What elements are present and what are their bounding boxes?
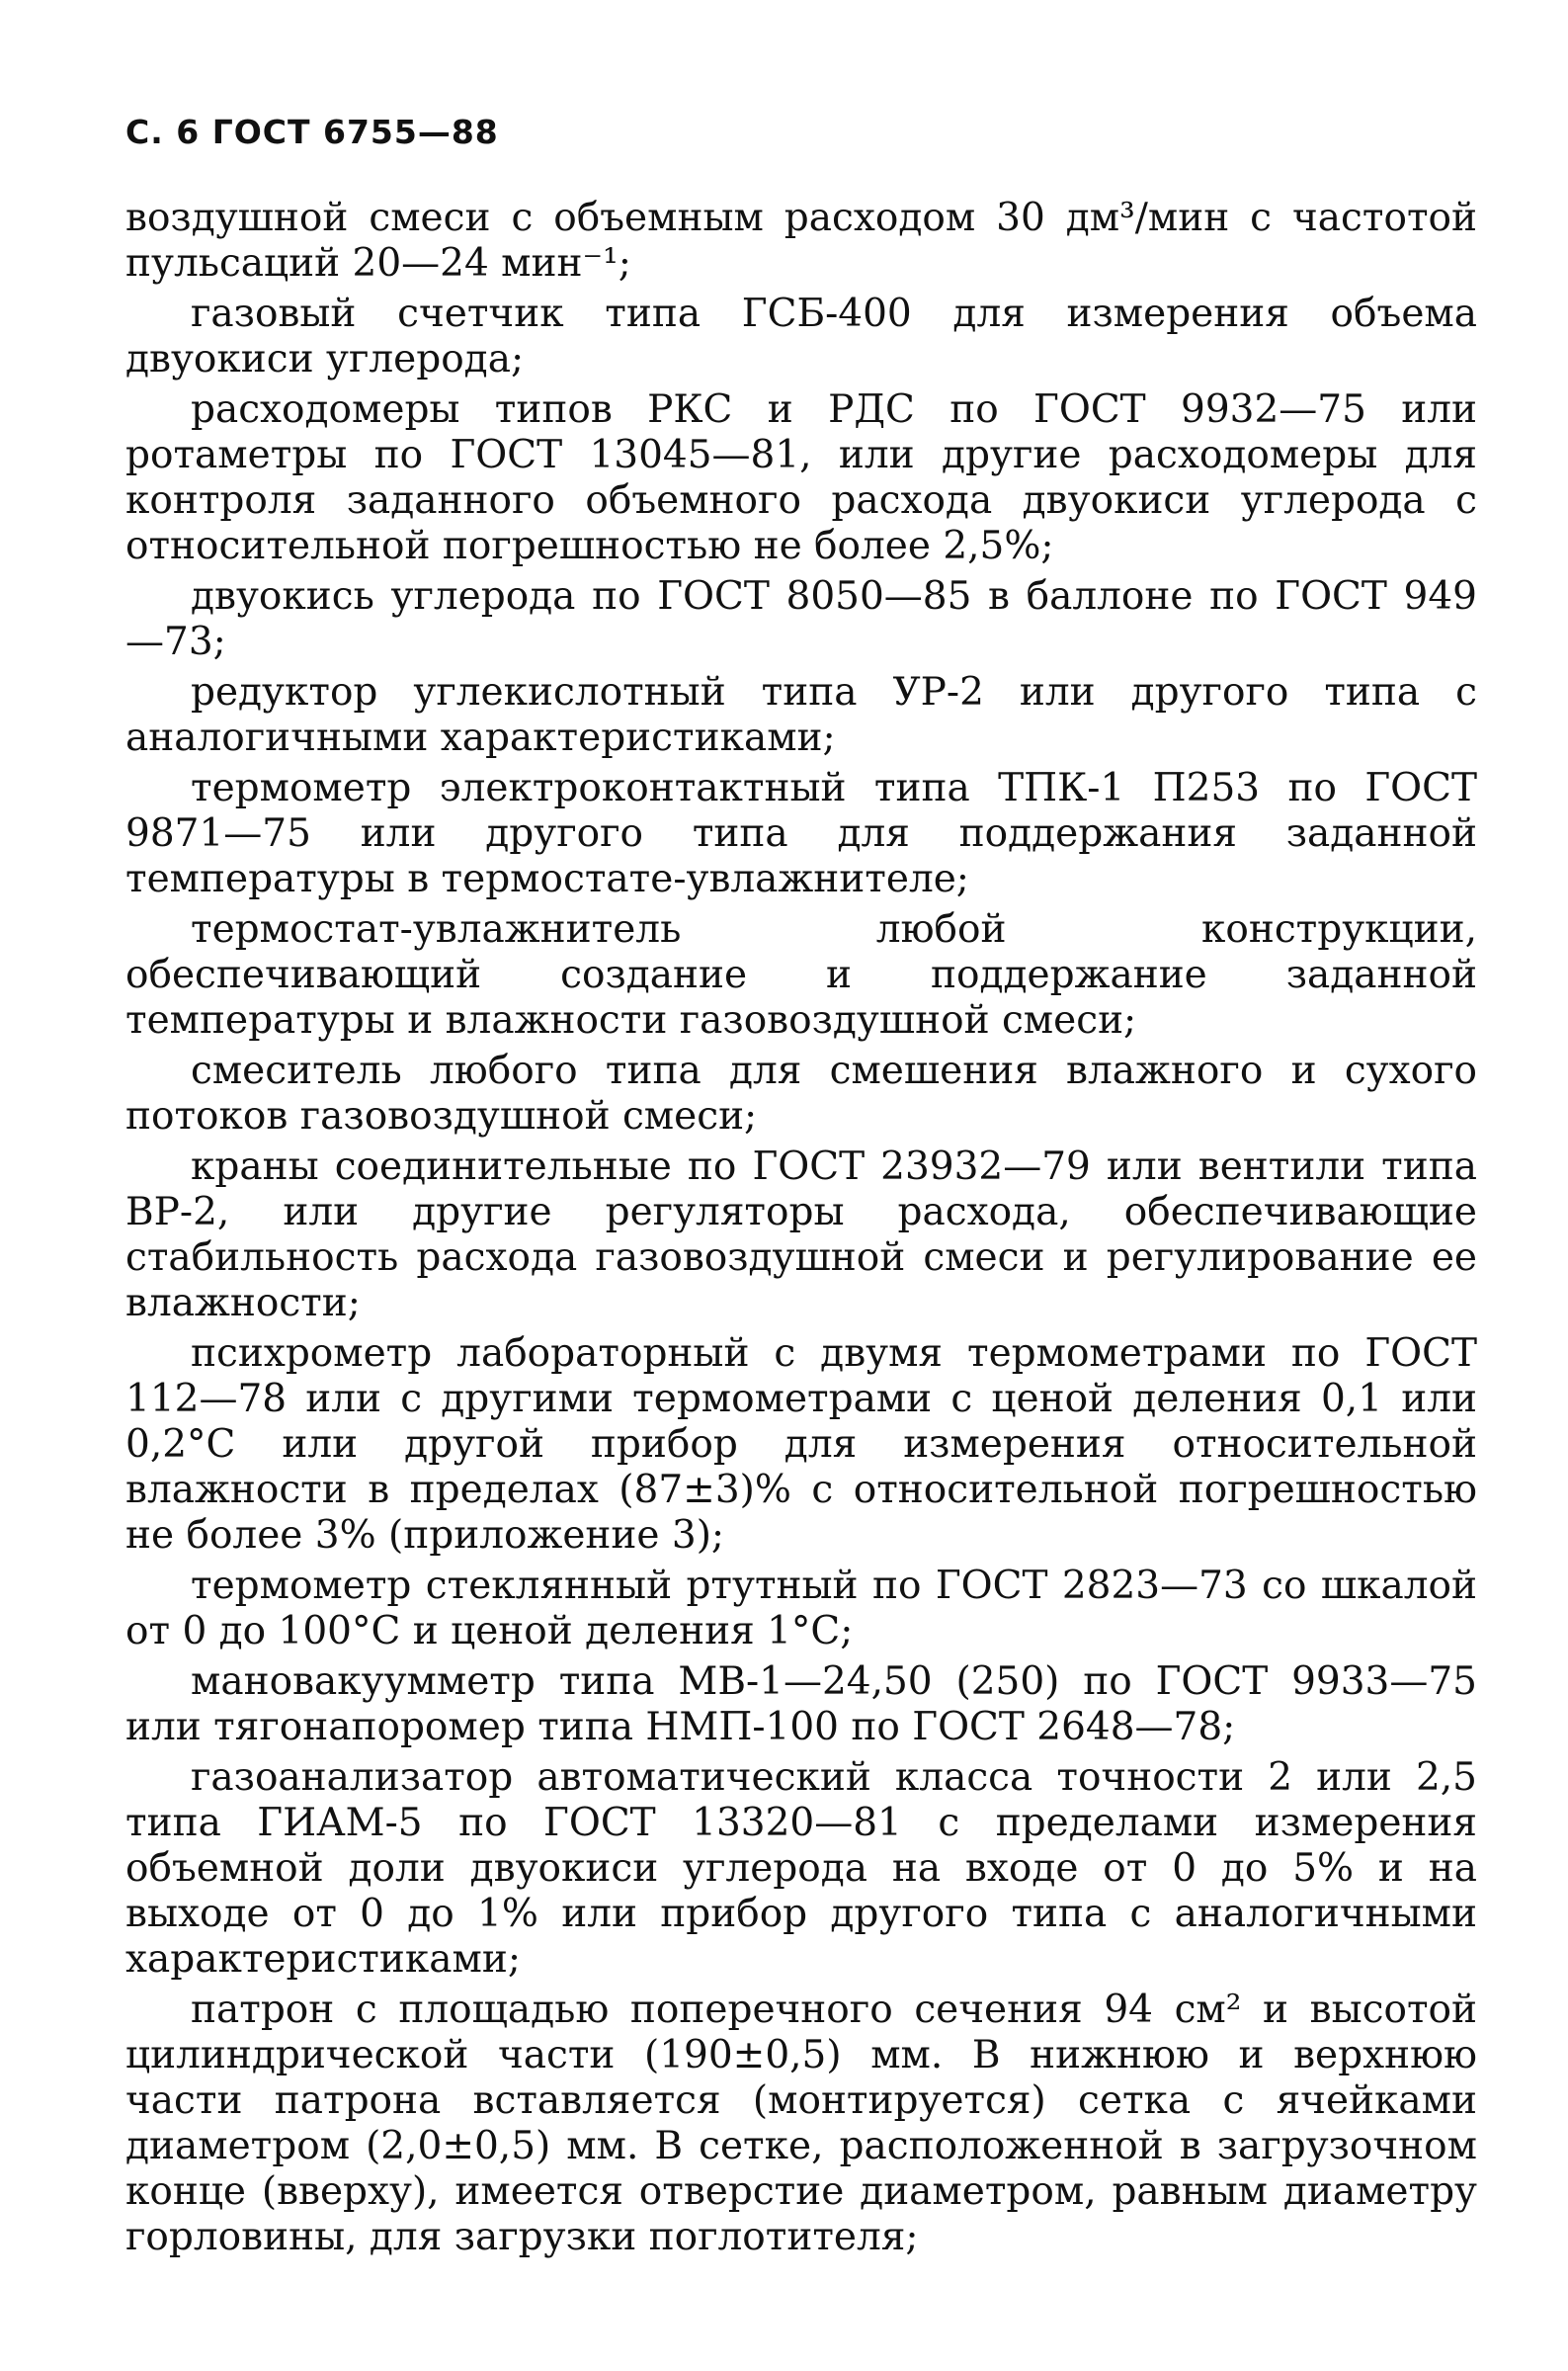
paragraph-valves: краны соединительные по ГОСТ 23932—79 или вентили типа ВР-2, или другие регуляторы расхода, обеспечивающие стабильность расхода газовоздушной смеси и регулирование ее влажности; xyxy=(125,1144,1477,1325)
paragraph-flowmeters: расходомеры типов РКС и РДС по ГОСТ 9932—75 или ротаметры по ГОСТ 13045—81, или другие расходомеры для контроля заданного объемного расхода двуокиси углерода с относительной погрешностью не более 2,5%; xyxy=(125,387,1477,568)
body-text xyxy=(125,196,1477,2265)
paragraph-manovacuummeter: мановакуумметр типа МВ-1—24,50 (250) по ГОСТ 9933—75 или тягонапоромер типа НМП-100 по ГОСТ 2648—78; xyxy=(125,1659,1477,1749)
paragraph-mercury-thermometer: термометр стеклянный ртутный по ГОСТ 2823—73 со шкалой от 0 до 100°С и ценой деления 1°С; xyxy=(125,1564,1477,1653)
paragraph-cartridge: патрон с площадью поперечного сечения 94 см² и высотой цилиндрической части (190±0,5) мм. В нижнюю и верхнюю части патрона вставляется (монтируется) сетка с ячейками диаметром (2,0±0,5) мм. В сетке, расположенной в загрузочном конце (вверху), имеется отверстие диаметром, равным диаметру горловины, для загрузки поглотителя; xyxy=(125,1988,1477,2259)
paragraph-thermostat-humidifier: термостат-увлажнитель любой конструкции, обеспечивающий создание и поддержание заданной температуры и влажности газовоздушной смеси; xyxy=(125,907,1477,1043)
running-head: С. 6 ГОСТ 6755—88 xyxy=(125,113,499,151)
paragraph-mixer: смеситель любого типа для смешения влажного и сухого потоков газовоздушной смеси; xyxy=(125,1049,1477,1139)
paragraph-carbon-dioxide: двуокись углерода по ГОСТ 8050—85 в баллоне по ГОСТ 949—73; xyxy=(125,574,1477,664)
paragraph-psychrometer: психрометр лабораторный с двумя термометрами по ГОСТ 112—78 или с другими термометрами с ценой деления 0,1 или 0,2°С или другой прибор для измерения относительной влажности в пределах (87±3)% с относительной погрешностью не более 3% (приложение 3); xyxy=(125,1331,1477,1558)
paragraph-reducer: редуктор углекислотный типа УР-2 или другого типа с аналогичными характеристиками; xyxy=(125,670,1477,760)
paragraph-gas-analyzer: газоанализатор автоматический класса точности 2 или 2,5 типа ГИАМ-5 по ГОСТ 13320—81 с пределами измерения объемной доли двуокиси углерода на входе от 0 до 5% и на выходе от 0 до 1% или прибор другого типа с аналогичными характеристиками; xyxy=(125,1755,1477,1982)
paragraph-continuation: воздушной смеси с объемным расходом 30 дм³/мин с частотой пульсаций 20—24 мин⁻¹; xyxy=(125,196,1477,286)
paragraph-contact-thermometer: термометр электроконтактный типа ТПК-1 П253 по ГОСТ 9871—75 или другого типа для поддержания заданной температуры в термостате-увлажнителе; xyxy=(125,766,1477,901)
paragraph-gas-meter: газовый счетчик типа ГСБ-400 для измерения объема двуокиси углерода; xyxy=(125,292,1477,381)
